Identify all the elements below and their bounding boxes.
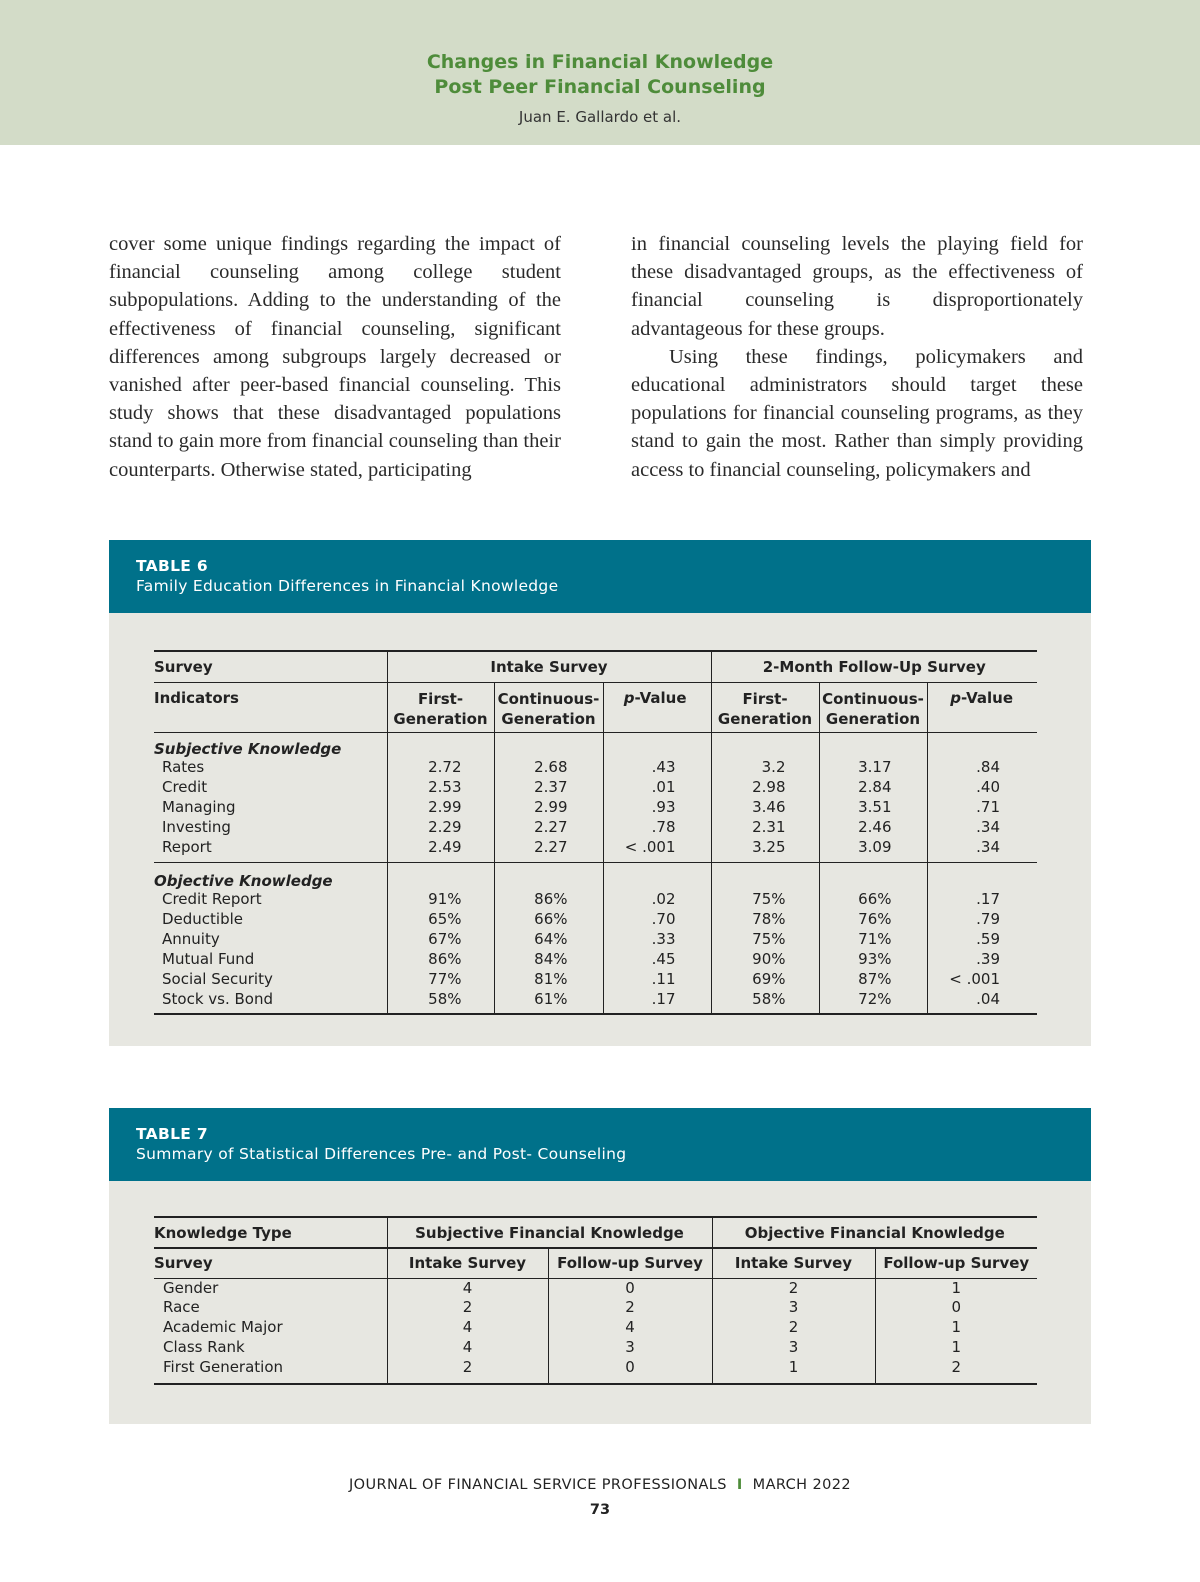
table6-row-label: Annuity: [162, 930, 220, 948]
table6-empty-cell: [494, 732, 603, 758]
table6-cell: 87%: [819, 970, 927, 990]
table6-row-label: Managing: [162, 798, 236, 816]
table6-cell: 2.49: [387, 838, 494, 862]
table7-subhead-0: Intake Survey: [387, 1248, 548, 1278]
table6-cell: 2.46: [819, 818, 927, 838]
footer-journal: JOURNAL OF FINANCIAL SERVICE PROFESSIONALS: [349, 1477, 727, 1493]
table7-cell: 4: [387, 1338, 548, 1358]
table7-number: TABLE 7: [136, 1125, 208, 1143]
table6-empty-cell: [494, 862, 603, 890]
table6-title: Family Education Differences in Financial Knowledge: [136, 577, 559, 595]
table6-row-label: Stock vs. Bond: [154, 990, 387, 1014]
body-paragraph: in financial counseling levels the playing field for these disadvantaged groups, as the effectiveness of financial counseling is disproportionately advantageous for these groups.: [631, 233, 1083, 340]
p-rest: -Value: [634, 688, 687, 707]
table6-cell: .79: [927, 910, 1037, 930]
table7-cell: 3: [712, 1338, 875, 1358]
table7-row: [154, 1298, 1037, 1318]
table6-cell: 3.17: [819, 758, 927, 778]
table6-row: [154, 930, 1037, 950]
table6-cell: 2.98: [711, 778, 819, 798]
table6-row-label: Investing: [162, 818, 231, 836]
table6-cell: 3.46: [711, 798, 819, 818]
table6-row: [154, 990, 1037, 1014]
header-author: Juan E. Gallardo et al.: [518, 108, 682, 126]
table6-row: [154, 950, 1037, 970]
table7-subhead-3: Follow-up Survey: [875, 1248, 1037, 1278]
table6-cell: .33: [603, 930, 711, 950]
table6-cell: 66%: [494, 910, 603, 930]
header-title-line1: Changes in Financial Knowledge: [426, 51, 774, 73]
table6-cell: 2.99: [387, 798, 494, 818]
table6-cell: 86%: [494, 890, 603, 910]
table6-cell: 86%: [387, 950, 494, 970]
table6-row-label: Social Security: [162, 970, 273, 988]
table6-cell: 2.72: [387, 758, 494, 778]
footer-date: MARCH 2022: [752, 1477, 851, 1493]
table6-empty-cell: [603, 732, 711, 758]
table6-row: [154, 818, 1037, 838]
table6-cell: 75%: [711, 930, 819, 950]
table7-subhead-1: Follow-up Survey: [548, 1248, 712, 1278]
table6-sub-first-gen-followup: [711, 682, 819, 732]
page-number: 73: [589, 1502, 611, 1518]
table6-cell: .45: [603, 950, 711, 970]
table6-cell: .93: [603, 798, 711, 818]
table6-cell: < .001: [927, 970, 1037, 990]
table6-cell: 71%: [819, 930, 927, 950]
table7-cell: 2: [548, 1298, 712, 1318]
table6-col-indicators: Indicators: [154, 682, 387, 732]
table7-box: [109, 1108, 1091, 1424]
table6-cell: .84: [927, 758, 1037, 778]
table6-cell: 2.84: [819, 778, 927, 798]
table7-group-subjective: Subjective Financial Knowledge: [387, 1217, 712, 1248]
table7-cell: 0: [875, 1298, 1037, 1318]
table6-cell: 58%: [387, 990, 494, 1014]
table6-col-survey: Survey: [154, 651, 387, 682]
table7-cell: 1: [875, 1318, 1037, 1338]
table6-cell: 65%: [387, 910, 494, 930]
body-paragraph: Using these findings, policymakers and educational administrators should target these populations for financial counseling programs, as they stand to gain the most. Rather than simply providing access to financial counseling, policymakers and: [631, 345, 1083, 481]
table6-cell: 64%: [494, 930, 603, 950]
table7-cell: 3: [548, 1338, 712, 1358]
table6-group-intake: Intake Survey: [387, 651, 711, 682]
p-rest: -Value: [960, 688, 1013, 707]
table7-row: [154, 1358, 1037, 1384]
table6-sub-cont-gen-intake: [494, 682, 603, 732]
table6-group-followup: 2-Month Follow-Up Survey: [711, 651, 1037, 682]
table6-cell: 72%: [819, 990, 927, 1014]
table6-row: [154, 778, 1037, 798]
table6-cell: 2.99: [494, 798, 603, 818]
table6-cell: 76%: [819, 910, 927, 930]
table6-section-row: [154, 862, 1037, 890]
table6-cell: 2.27: [494, 838, 603, 862]
table6-cell: 78%: [711, 910, 819, 930]
table6-header: [109, 540, 1091, 613]
table6-row: [154, 798, 1037, 818]
table6-section-label: Objective Knowledge: [154, 872, 333, 890]
table7: [154, 1216, 1037, 1385]
table6-sub-cont-gen-followup: [819, 682, 927, 732]
table7-row-label: Race: [163, 1298, 200, 1316]
table6-cell: 67%: [387, 930, 494, 950]
table7-row-label: Academic Major: [163, 1318, 283, 1336]
table6-row-label: Credit: [162, 778, 208, 796]
table6-cell: 90%: [711, 950, 819, 970]
table7-cell: 2: [712, 1318, 875, 1338]
table6-sub-first-gen-intake: [387, 682, 494, 732]
table6-cell: .70: [603, 910, 711, 930]
table6: [154, 650, 1037, 1015]
table6-number: TABLE 6: [136, 557, 208, 575]
table6-row-label: Report: [154, 838, 387, 862]
header-line: Generation: [717, 709, 813, 728]
p-italic: p: [623, 688, 635, 707]
table7-cell: 4: [548, 1318, 712, 1338]
table7-cell: 4: [387, 1278, 548, 1298]
table7-row: [154, 1338, 1037, 1358]
table6-empty-cell: [927, 732, 1037, 758]
table6-cell: 3.09: [819, 838, 927, 862]
table6-cell: .01: [603, 778, 711, 798]
header-line: First-: [742, 689, 788, 708]
table6-cell: .11: [603, 970, 711, 990]
table6-cell: .59: [927, 930, 1037, 950]
table6-cell: 2.68: [494, 758, 603, 778]
table6-row-label: Deductible: [162, 910, 244, 928]
table7-cell: 1: [875, 1278, 1037, 1298]
table7-row: [154, 1318, 1037, 1338]
table6-cell: .34: [927, 818, 1037, 838]
table6-cell: .04: [927, 990, 1037, 1014]
table6-box: [109, 540, 1091, 1046]
table6-cell: 61%: [494, 990, 603, 1014]
table6-row: [154, 890, 1037, 910]
header-line: Generation: [825, 709, 921, 728]
table6-empty-cell: [387, 732, 494, 758]
table7-header: [109, 1108, 1091, 1181]
body-column-left: [109, 230, 561, 484]
header-line: Generation: [501, 709, 596, 728]
table6-sub-pvalue-intake: [603, 682, 711, 732]
table6-cell: 81%: [494, 970, 603, 990]
table6-empty-cell: [711, 732, 819, 758]
table7-cell: 2: [387, 1298, 548, 1318]
table7-cell: 2: [875, 1358, 1037, 1384]
table6-row: [154, 838, 1037, 862]
table6-section-label: Subjective Knowledge: [154, 740, 342, 758]
p-italic: p: [950, 688, 961, 707]
header-line: Generation: [393, 709, 488, 728]
table6-cell: 58%: [711, 990, 819, 1014]
table6-empty-cell: [927, 862, 1037, 890]
table6-cell: 69%: [711, 970, 819, 990]
table6-cell: 66%: [819, 890, 927, 910]
table7-cell: 3: [712, 1298, 875, 1318]
table6-cell: .17: [927, 890, 1037, 910]
table6-cell: 2.29: [387, 818, 494, 838]
table7-cell: 0: [548, 1358, 712, 1384]
table7-cell: 4: [387, 1318, 548, 1338]
table7-row-label: Gender: [163, 1278, 219, 1297]
table6-cell: 2.31: [711, 818, 819, 838]
table6-cell: .02: [603, 890, 711, 910]
table6-empty-cell: [819, 732, 927, 758]
table6-cell: 93%: [819, 950, 927, 970]
table7-cell: 2: [712, 1278, 875, 1298]
table6-empty-cell: [711, 862, 819, 890]
table7-title: Summary of Statistical Differences Pre- and Post- Counseling: [136, 1145, 627, 1163]
body-column-right: [631, 230, 1083, 484]
table6-cell: 3.51: [819, 798, 927, 818]
table6-cell: 84%: [494, 950, 603, 970]
table6-row-label: Credit Report: [162, 890, 262, 908]
table7-row: [154, 1278, 1037, 1298]
table7-cell: 0: [548, 1278, 712, 1298]
table6-section-row: [154, 732, 1037, 758]
table6-cell: 2.37: [494, 778, 603, 798]
table6-cell: .78: [603, 818, 711, 838]
table6-cell: 3.25: [711, 838, 819, 862]
running-header: [0, 0, 1200, 145]
table6-cell: 91%: [387, 890, 494, 910]
table6-cell: .39: [927, 950, 1037, 970]
table7-row-label: First Generation: [154, 1358, 387, 1384]
header-title-line2: Post Peer Financial Counseling: [434, 76, 766, 98]
table6-cell: 2.27: [494, 818, 603, 838]
table6-cell: 3.2: [711, 758, 819, 778]
table7-subhead-2: Intake Survey: [712, 1248, 875, 1278]
table6-cell: .43: [603, 758, 711, 778]
table7-col-survey: Survey: [154, 1248, 387, 1278]
table7-row-label: Class Rank: [163, 1338, 245, 1356]
table6-row-label: Rates: [162, 758, 205, 776]
header-line: First-: [417, 689, 464, 708]
table6-empty-cell: [819, 862, 927, 890]
table6-row: [154, 910, 1037, 930]
table7-group-objective: Objective Financial Knowledge: [712, 1217, 1037, 1248]
header-line: Continuous-: [497, 689, 600, 708]
table6-cell: .34: [927, 838, 1037, 862]
page-footer: [0, 1477, 1200, 1493]
table7-cell: 1: [712, 1358, 875, 1384]
table6-row: [154, 758, 1037, 778]
table6-cell: .17: [603, 990, 711, 1014]
footer-separator: I: [736, 1477, 743, 1493]
body-paragraph: cover some unique findings regarding the impact of financial counseling among college student subpopulations. Adding to the understanding of the effectiveness of financial counseling, significant differences among subgroups largely decreased or vanished after peer-based financial counseling. This study shows that these disadvantaged populations stand to gain more from financial counseling than their counterparts. Otherwise stated, participating: [109, 233, 561, 481]
table7-cell: 2: [387, 1358, 548, 1384]
table6-cell: < .001: [603, 838, 711, 862]
table7-col-type: Knowledge Type: [154, 1217, 387, 1248]
table6-sub-pvalue-followup: [927, 682, 1037, 732]
table6-cell: 2.53: [387, 778, 494, 798]
header-line: Continuous-: [822, 689, 924, 708]
table7-cell: 1: [875, 1338, 1037, 1358]
table6-empty-cell: [603, 862, 711, 890]
table6-row-label: Mutual Fund: [162, 950, 255, 968]
table6-empty-cell: [387, 862, 494, 890]
table6-cell: .71: [927, 798, 1037, 818]
table6-row: [154, 970, 1037, 990]
table6-cell: 77%: [387, 970, 494, 990]
table6-cell: 75%: [711, 890, 819, 910]
table6-cell: .40: [927, 778, 1037, 798]
